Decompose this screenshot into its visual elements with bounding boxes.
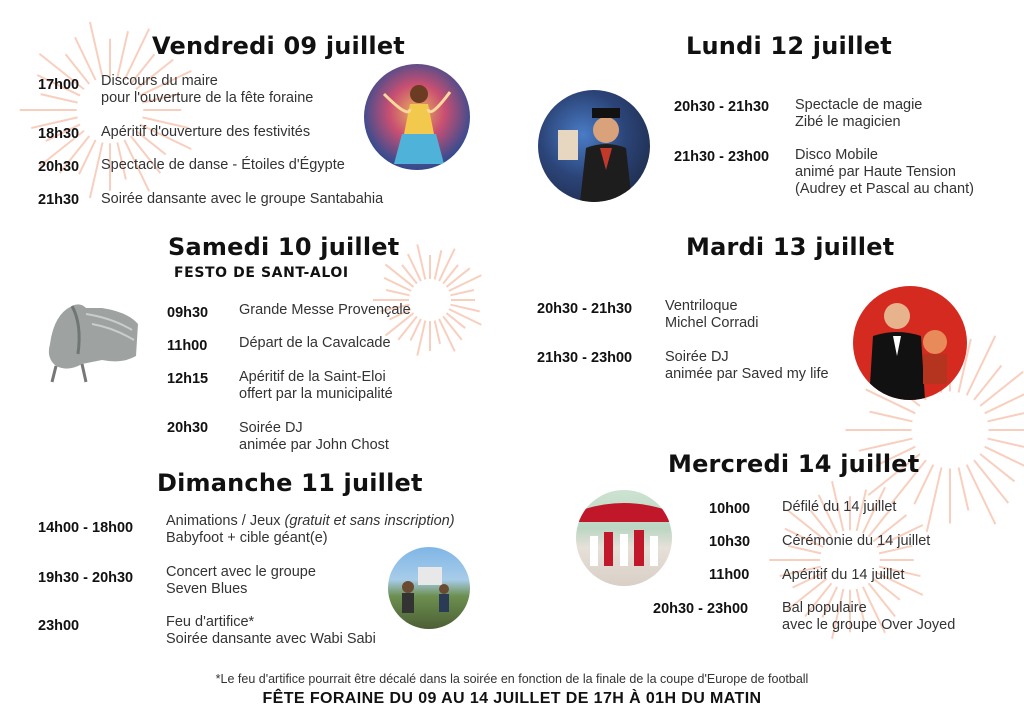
time: 21h30 — [38, 192, 80, 208]
firework-ray — [439, 319, 455, 351]
day-title-saturday: Samedi 10 juillet — [168, 233, 400, 261]
firework-ray — [75, 37, 96, 80]
time: 19h30 - 20h30 — [38, 570, 134, 586]
firework-ray — [435, 250, 442, 279]
event-description: Soirée DJ animée par Saved my life — [665, 349, 829, 382]
magician-photo — [538, 90, 650, 202]
firework-ray — [988, 412, 1024, 422]
firework-ray — [859, 439, 913, 451]
dancer-photo — [364, 64, 470, 170]
firework-ray — [90, 22, 103, 78]
day-title-wednesday: Mercredi 14 juillet — [668, 450, 920, 478]
firework-ray — [967, 336, 996, 395]
firework-ray — [386, 290, 409, 295]
time: 20h30 - 23h00 — [653, 601, 749, 617]
event-description: Ventriloque Michel Corradi — [665, 298, 759, 331]
time: 21h30 - 23h00 — [674, 149, 770, 165]
concert-photo — [388, 547, 470, 629]
event-description: Soirée DJ animée par John Chost — [239, 420, 389, 453]
day-subtitle: FESTO DE SANT-ALOI — [174, 265, 349, 281]
firework-ray — [980, 372, 1023, 406]
time: 20h30 - 21h30 — [537, 301, 633, 317]
firework-ray — [985, 385, 1024, 414]
event-description: Soirée dansante avec le groupe Santabahia — [101, 191, 384, 207]
parade-photo — [576, 490, 672, 586]
time: 11h00 — [709, 567, 750, 583]
horse-image — [42, 294, 142, 384]
firework-ray — [435, 320, 440, 343]
event-description: Disco Mobile animé par Haute Tension (Audrey et Pascal au chant) — [795, 147, 974, 197]
event-description: Spectacle de magie Zibé le magicien — [795, 97, 923, 130]
firework-ray — [959, 468, 969, 511]
day-title-sunday: Dimanche 11 juillet — [157, 469, 423, 497]
event-description: Spectacle de danse - Étoiles d'Égypte — [101, 157, 345, 173]
firework-ray — [408, 254, 421, 281]
firework-ray — [988, 439, 1024, 451]
event-description: Apéritif d'ouverture des festivités — [101, 124, 311, 140]
time: 12h15 — [167, 371, 209, 387]
firework-ray — [974, 460, 1008, 503]
firework-ray — [446, 268, 469, 287]
time: 20h30 — [167, 420, 209, 436]
time: 23h00 — [38, 618, 80, 634]
time: 18h30 — [38, 126, 80, 142]
firework-ray — [384, 278, 411, 291]
firework-ray — [117, 31, 128, 77]
time: 17h00 — [38, 77, 80, 93]
firework-ray — [927, 468, 942, 532]
firework-ray — [967, 465, 996, 524]
day-title-monday: Lundi 12 juillet — [686, 32, 892, 60]
event-description: Apéritif du 14 juillet — [782, 567, 905, 583]
time: 20h30 — [38, 159, 80, 175]
event-description: Animations / Jeux (gratuit et sans inscription) Babyfoot + cible géant(e) — [166, 513, 455, 546]
time: 14h00 - 18h00 — [38, 520, 134, 536]
firework-ray — [449, 275, 481, 291]
time: 10h30 — [709, 534, 751, 550]
firework-ray — [398, 316, 417, 339]
event-description: Grande Messe Provençale — [239, 302, 411, 318]
ventriloquist-photo — [853, 286, 967, 400]
event-description: Feu d'artifice* Soirée dansante avec Wabi Sabi — [166, 614, 376, 647]
firework-ray — [870, 412, 913, 422]
firework-ray — [41, 94, 78, 102]
firework-ray — [450, 305, 479, 312]
time: 21h30 - 23h00 — [537, 350, 633, 366]
time: 09h30 — [167, 305, 209, 321]
time: 10h00 — [709, 501, 751, 517]
firework-ray — [443, 316, 462, 339]
event-description: Cérémonie du 14 juillet — [782, 533, 931, 549]
event-description: Bal populaire avec le groupe Over Joyed — [782, 600, 956, 633]
firework-ray — [985, 447, 1024, 476]
firework-ray — [450, 290, 473, 295]
day-title-tuesday: Mardi 13 juillet — [686, 233, 895, 261]
footnote: *Le feu d'artifice pourrait être décalé dans la soirée en fonction de la finale de la coupe d'Europe de football — [215, 672, 809, 686]
fair-banner: FÊTE FORAINE DU 09 AU 14 JUILLET DE 17H À 01H DU MATIN — [262, 690, 762, 707]
event-description: Discours du maire pour l'ouverture de la fête foraine — [101, 73, 314, 106]
time: 20h30 - 21h30 — [674, 99, 770, 115]
event-description: Départ de la Cavalcade — [239, 335, 391, 351]
event-description: Apéritif de la Saint-Eloi offert par la municipalité — [239, 369, 393, 402]
event-description: Concert avec le groupe Seven Blues — [166, 564, 316, 597]
day-title-friday: Vendredi 09 juillet — [152, 32, 405, 60]
event-description: Défilé du 14 juillet — [782, 499, 897, 515]
time: 11h00 — [167, 338, 208, 354]
